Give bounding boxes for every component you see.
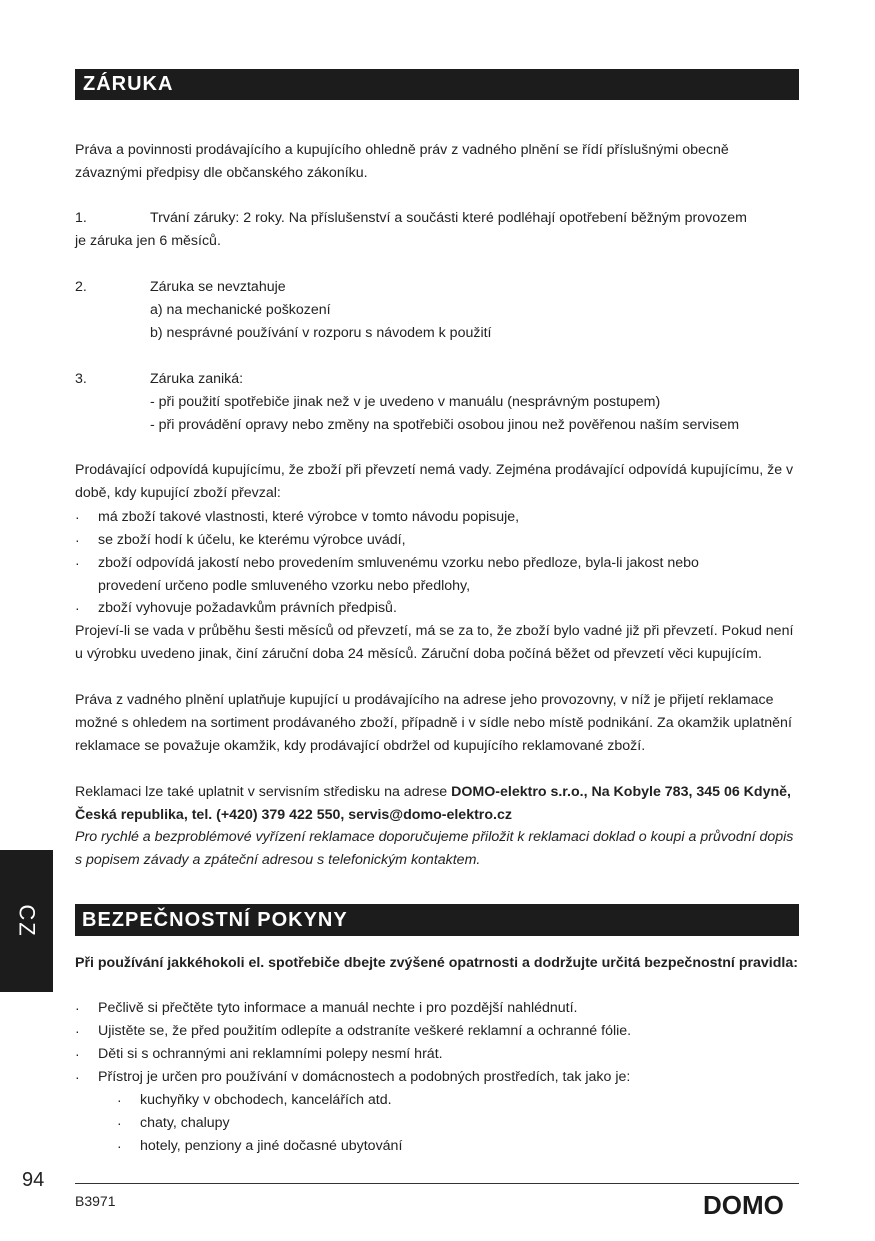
safety-sub-bullet: chaty, chalupy — [140, 1115, 230, 1131]
bullet-item: má zboží takové vlastnosti, které výrobce v tomto návodu popisuje, — [98, 509, 520, 525]
item3-line: - při provádění opravy nebo změny na spotřebiči osobou jinou než pověřenou naším servisem — [150, 417, 740, 433]
item1-line2: je záruka jen 6 měsíců. — [75, 233, 221, 249]
bullet-dot: · — [75, 1046, 80, 1062]
safety-sub-bullet: kuchyňky v obchodech, kancelářích atd. — [140, 1092, 392, 1108]
bullet-item: zboží odpovídá jakostí nebo provedením smluvenému vzorku nebo předloze, byla-li jakost nebo — [98, 555, 699, 571]
service-prefix: Reklamaci lze také uplatnit v servisním středisku na adrese — [75, 784, 452, 800]
bullet-dot: · — [75, 1000, 80, 1016]
safety-sub-bullet: hotely, penziony a jiné dočasné ubytování — [140, 1138, 403, 1154]
item2-line: Záruka se nevztahuje — [150, 279, 286, 295]
item3-line: - při použití spotřebiče jinak než v je uvedeno v manuálu (nesprávným postupem) — [150, 394, 661, 410]
item2-number: 2. — [75, 279, 87, 295]
item3-line: Záruka zaniká: — [150, 371, 244, 387]
service-address: DOMO-elektro s.r.o., Na Kobyle 783, 345 06 Kdyně, Česká republika, tel. (+420) 379 422 550, servis@domo-elektro.cz — [75, 784, 791, 823]
warranty-intro: Práva a povinnosti prodávajícího a kupujícího ohledně práv z vadného plnění se řídí příslušnými obecně závaznými předpisy dle občanského zákoníku. — [75, 142, 729, 181]
item2-line: a) na mechanické poškození — [150, 302, 331, 318]
warranty-heading: ZÁRUKA — [75, 69, 799, 100]
safety-lead: Při používání jakkéhokoli el. spotřebiče dbejte zvýšené opatrnosti a dodržujte určitá bezpečnostní pravidla: — [75, 955, 798, 971]
item3-number: 3. — [75, 371, 87, 387]
claim-rights-text: Práva z vadného plnění uplatňuje kupující u prodávajícího na adrese jeho provozovny, v níž je přijetí reklamace možné s ohledem na sortiment prodávaného zboží, případně i v sídle nebo místě podnikání. Za okamžik uplatnění reklamace se považuje okamžik, kdy prodávající obdržel od kupujícího reklamované zboží. — [75, 692, 792, 754]
bullet-dot: · — [75, 1069, 80, 1085]
model-number: B3971 — [75, 1193, 116, 1209]
sub-bullet-dot: · — [117, 1138, 122, 1154]
brand-logo: DOMO — [703, 1190, 784, 1220]
language-tab — [0, 850, 53, 992]
item2-line: b) nesprávné používání v rozporu s návodem k použití — [150, 325, 492, 341]
item1-line1: Trvání záruky: 2 roky. Na příslušenství a součásti které podléhají opotřebení běžným provozem — [150, 210, 747, 226]
bullet-dot: · — [75, 532, 80, 548]
bullet-dot: · — [75, 555, 80, 571]
defect-period-text: Projeví-li se vada v průběhu šesti měsíců od převzetí, má se za to, že zboží bylo vadné již při převzetí. Pokud není u výrobku uvedeno jinak, činí záruční doba 24 měsíců. Záruční doba počíná běžet od převzetí věci kupujícím. — [75, 623, 794, 662]
bullet-item-continuation: provedení určeno podle smluveného vzorku nebo předlohy, — [98, 578, 471, 594]
bullet-dot: · — [75, 600, 80, 616]
page-number: 94 — [22, 1169, 45, 1191]
bullet-dot: · — [75, 1023, 80, 1039]
sub-bullet-dot: · — [117, 1115, 122, 1131]
seller-liability-text: Prodávající odpovídá kupujícímu, že zboží při převzetí nemá vady. Zejména prodávající odpovídá kupujícímu, že v době, kdy kupující zboží převzal: — [75, 462, 794, 501]
safety-heading: BEZPEČNOSTNÍ POKYNY — [75, 904, 799, 936]
safety-bullet: Ujistěte se, že před použitím odlepíte a odstraníte veškeré reklamní a ochranné fólie. — [98, 1023, 632, 1039]
footer-divider — [75, 1183, 799, 1184]
bullet-item: se zboží hodí k účelu, ke kterému výrobce uvádí, — [98, 532, 406, 548]
service-center-text — [75, 781, 799, 827]
safety-bullet: Přístroj je určen pro používání v domácnostech a podobných prostředích, tak jako je: — [98, 1069, 631, 1085]
sub-bullet-dot: · — [117, 1092, 122, 1108]
safety-bullet: Pečlivě si přečtěte tyto informace a manuál nechte i pro pozdější nahlédnutí. — [98, 1000, 578, 1016]
item1-number: 1. — [75, 210, 87, 226]
language-code: CZ — [14, 904, 40, 938]
claim-recommendation: Pro rychlé a bezproblémové vyřízení reklamace doporučujeme přiložit k reklamaci doklad o koupi a průvodní dopis s popisem závady a zpáteční adresou s telefonickým kontaktem. — [75, 829, 794, 868]
safety-bullet: Děti si s ochrannými ani reklamními polepy nesmí hrát. — [98, 1046, 443, 1062]
bullet-item: zboží vyhovuje požadavkům právních předpisů. — [98, 600, 397, 616]
bullet-dot: · — [75, 509, 80, 525]
